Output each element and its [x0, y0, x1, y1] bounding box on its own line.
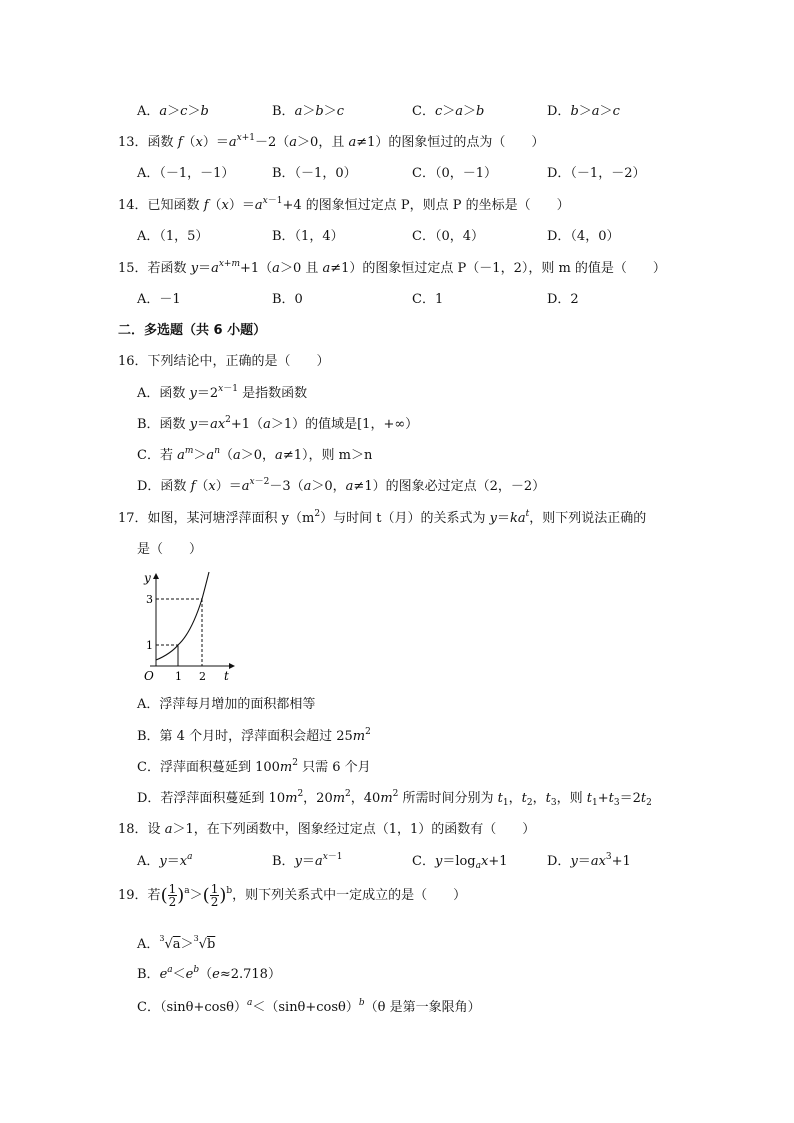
q16-option-a[interactable]: A．函数 $y=2^{x-1}$ 是指数函数 — [137, 384, 308, 401]
y-tick-1: 1 — [146, 639, 153, 652]
q15-option-b[interactable]: B．0 — [272, 292, 303, 307]
q12-option-b[interactable]: B．a＞b＞c — [272, 104, 344, 119]
q17-option-c[interactable]: C．浮萍面积蔓延到 $100m^2$ 只需 6 个月 — [137, 758, 371, 775]
q15-option-a[interactable]: A．－1 — [137, 292, 181, 307]
q18-stem: 18．设 a＞1，在下列函数中，图象经过定点（1，1）的函数有（ ） — [118, 822, 536, 837]
q18-option-b[interactable]: B．$y=a^{x-1}$ — [272, 852, 343, 869]
growth-curve — [156, 572, 209, 660]
q12-option-a[interactable]: A．a＞c＞b — [137, 104, 209, 119]
q12-option-c[interactable]: C．c＞a＞b — [412, 104, 485, 119]
q17-option-d[interactable]: D．若浮萍面积蔓延到 $10m^2$，$20m^2$，$40m^2$ 所需时间分别为 $t_1$，$t_2$，$t_3$，则 $t_1+t_3=2t_2$ — [137, 789, 652, 808]
q14-option-a[interactable]: A．（1，5） — [137, 229, 209, 244]
q16-stem: 16．下列结论中，正确的是（ ） — [118, 354, 330, 369]
x-axis-label: t — [224, 669, 229, 683]
q19-option-c[interactable]: C．$(\sin\theta+\cos\theta)^a<(\sin\theta+\cos\theta)^b(\theta$ 是第一象限角） — [137, 998, 481, 1015]
q18-option-c[interactable]: C．$y=\log_ax+1$ — [412, 854, 508, 871]
q13-option-a[interactable]: A．（－1，－1） — [137, 166, 235, 181]
x-tick-1: 1 — [175, 670, 182, 683]
y-tick-3: 3 — [146, 593, 153, 606]
x-tick-2: 2 — [199, 670, 206, 683]
q18-option-d[interactable]: D．$y=ax^3+1$ — [547, 852, 631, 869]
q17-stem: 17．如图，某河塘浮萍面积 $y(m^2)$与时间 t（月）的关系式为 $y=ka^t$，则下列说法正确的 — [118, 509, 647, 526]
q16-option-b[interactable]: B．函数 $y=ax^2+1(a>1)$的值域是[1，+∞） — [137, 415, 419, 432]
q14-option-b[interactable]: B．（1，4） — [272, 229, 344, 244]
q15-stem: 15．若函数 $y=a^{x+m}+1(a>0$ 且 a≠1）的图象恒过定点 P（－1，2），则 m 的值是（ ） — [118, 259, 666, 276]
q14-stem: 14．已知函数 $f(x)=a^{x-1}+4$ 的图象恒过定点 P，则点 P 的坐标是（ ） — [118, 196, 570, 213]
q17-option-a[interactable]: A．浮萍每月增加的面积都相等 — [137, 697, 316, 712]
origin-label: O — [144, 669, 154, 683]
q16-option-c[interactable]: C．若 $a^m>a^n(a>0$，a≠1），则 m＞n — [137, 446, 373, 463]
q17-stem-cont: 是（ ） — [137, 542, 203, 557]
q19-option-a[interactable]: A．$^3$√a＞$^3$√b — [137, 934, 216, 952]
q15-option-c[interactable]: C．1 — [412, 292, 444, 307]
q14-option-d[interactable]: D．（4，0） — [547, 229, 620, 244]
q17-option-b[interactable]: B．第 4 个月时，浮萍面积会超过 $25m^2$ — [137, 727, 371, 744]
q14-option-c[interactable]: C．（0，4） — [412, 229, 484, 244]
q19-stem: 19．若( $\frac{1}{2}$ )$^a$＞( $\frac{1}{2}$ )$^b$，则下列关系式中一定成立的是（ ） — [118, 882, 467, 909]
q19-option-b[interactable]: B．$e^a<e^b(e\approx 2.718)$ — [137, 965, 281, 982]
y-axis-label: y — [144, 571, 151, 585]
q12-option-d[interactable]: D．b＞a＞c — [547, 104, 620, 119]
q16-option-d[interactable]: D．函数 $f(x)=a^{x-2}-3(a>0$，a≠1）的图象必过定点（2，－2） — [137, 477, 546, 494]
q13-option-b[interactable]: B．（－1，0） — [272, 166, 357, 181]
q18-option-a[interactable]: A．$y=x^a$ — [137, 852, 193, 869]
q13-option-c[interactable]: C．（0，－1） — [412, 166, 497, 181]
q13-stem: 13．函数 $f(x)=a^{x+1}-2(a>0$，且 a≠1）的图象恒过的点为（ ） — [118, 133, 545, 150]
section-title: 二．多选题（共 6 小题） — [118, 323, 267, 338]
q15-option-d[interactable]: D．2 — [547, 292, 579, 307]
q13-option-d[interactable]: D．（－1，－2） — [547, 166, 646, 181]
q17-graph — [138, 568, 238, 686]
